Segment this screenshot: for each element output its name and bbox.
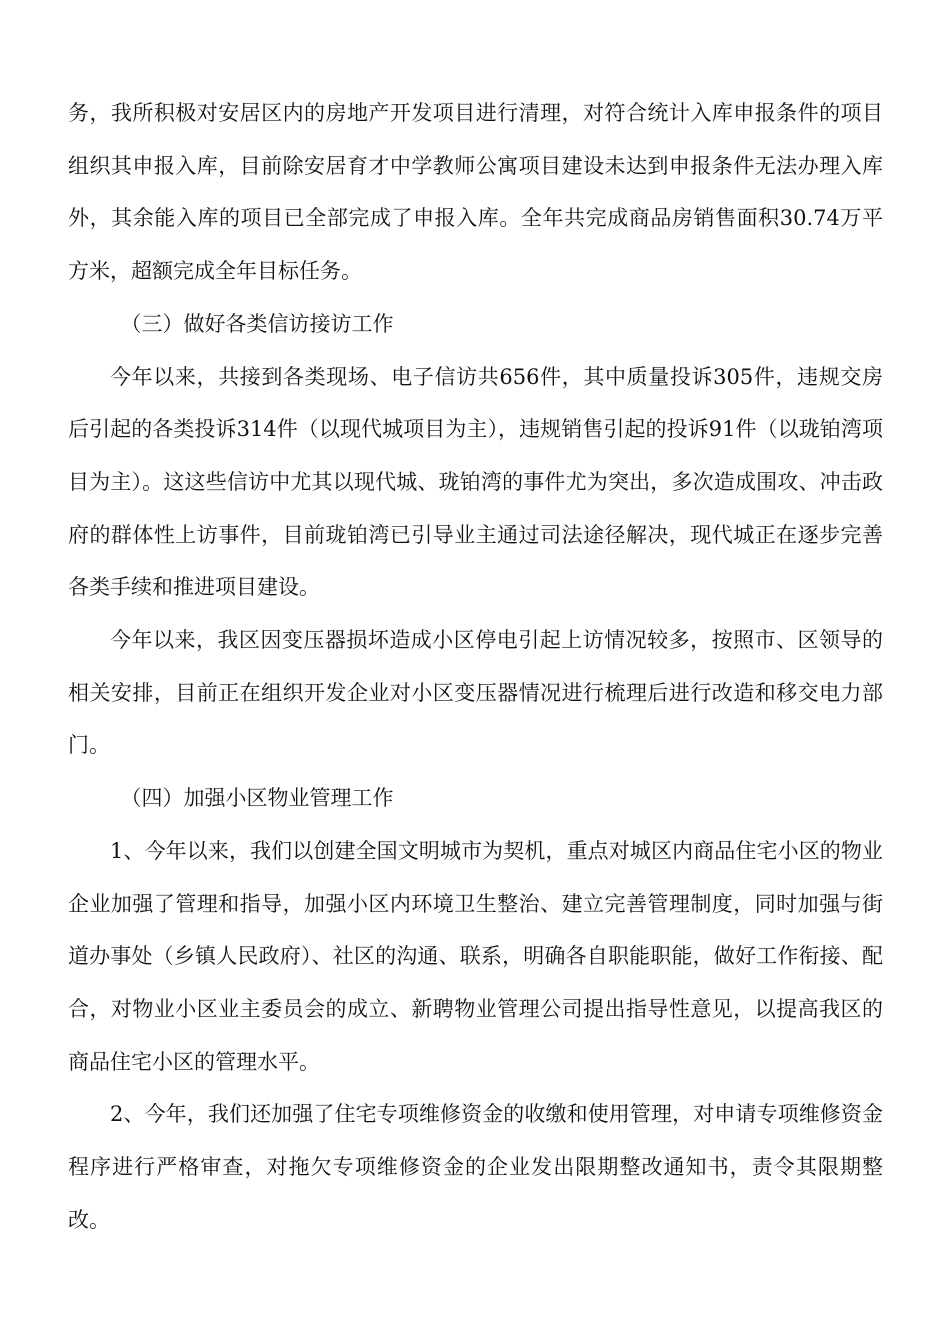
- section-heading-3: （三）做好各类信访接访工作: [120, 311, 394, 336]
- paragraph-property-management: 1、今年以来，我们以创建全国文明城市为契机，重点对城区内商品住宅小区的物业企业加强了管理和指导，加强小区内环境卫生整治、建立完善管理制度，同时加强与街道办事处（乡镇人民政府）、社区的沟通、联系，明确各自职能职能，做好工作衔接、配合，对物业小区业主委员会的成立、新聘物业管理公司提出指导性意见，以提高我区的商品住宅小区的管理水平。: [68, 838, 883, 1074]
- document-body: [68, 87, 883, 1246]
- section-heading-4: （四）加强小区物业管理工作: [120, 786, 394, 811]
- paragraph-maintenance-fund: 2、今年，我们还加强了住宅专项维修资金的收缴和使用管理，对申请专项维修资金程序进行严格审查，对拖欠专项维修资金的企业发出限期整改通知书，责令其限期整改。: [68, 1102, 883, 1232]
- paragraph-petitions: 今年以来，共接到各类现场、电子信访共656件，其中质量投诉305件，违规交房后引起的各类投诉314件（以现代城项目为主），违规销售引起的投诉91件（以珑铂湾项目为主）。这这些信访中尤其以现代城、珑铂湾的事件尤为突出，多次造成围攻、冲击政府的群体性上访事件，目前珑铂湾已引导业主通过司法途径解决，现代城正在逐步完善各类手续和推进项目建设。: [68, 364, 883, 600]
- paragraph-continued: 务，我所积极对安居区内的房地产开发项目进行清理，对符合统计入库申报条件的项目组织其申报入库，目前除安居育才中学教师公寓项目建设未达到申报条件无法办理入库外，其余能入库的项目已全部完成了申报入库。全年共完成商品房销售面积30.74万平方米，超额完成全年目标任务。: [68, 101, 883, 284]
- paragraph-transformers: 今年以来，我区因变压器损坏造成小区停电引起上访情况较多，按照市、区领导的相关安排，目前正在组织开发企业对小区变压器情况进行梳理后进行改造和移交电力部门。: [68, 628, 883, 758]
